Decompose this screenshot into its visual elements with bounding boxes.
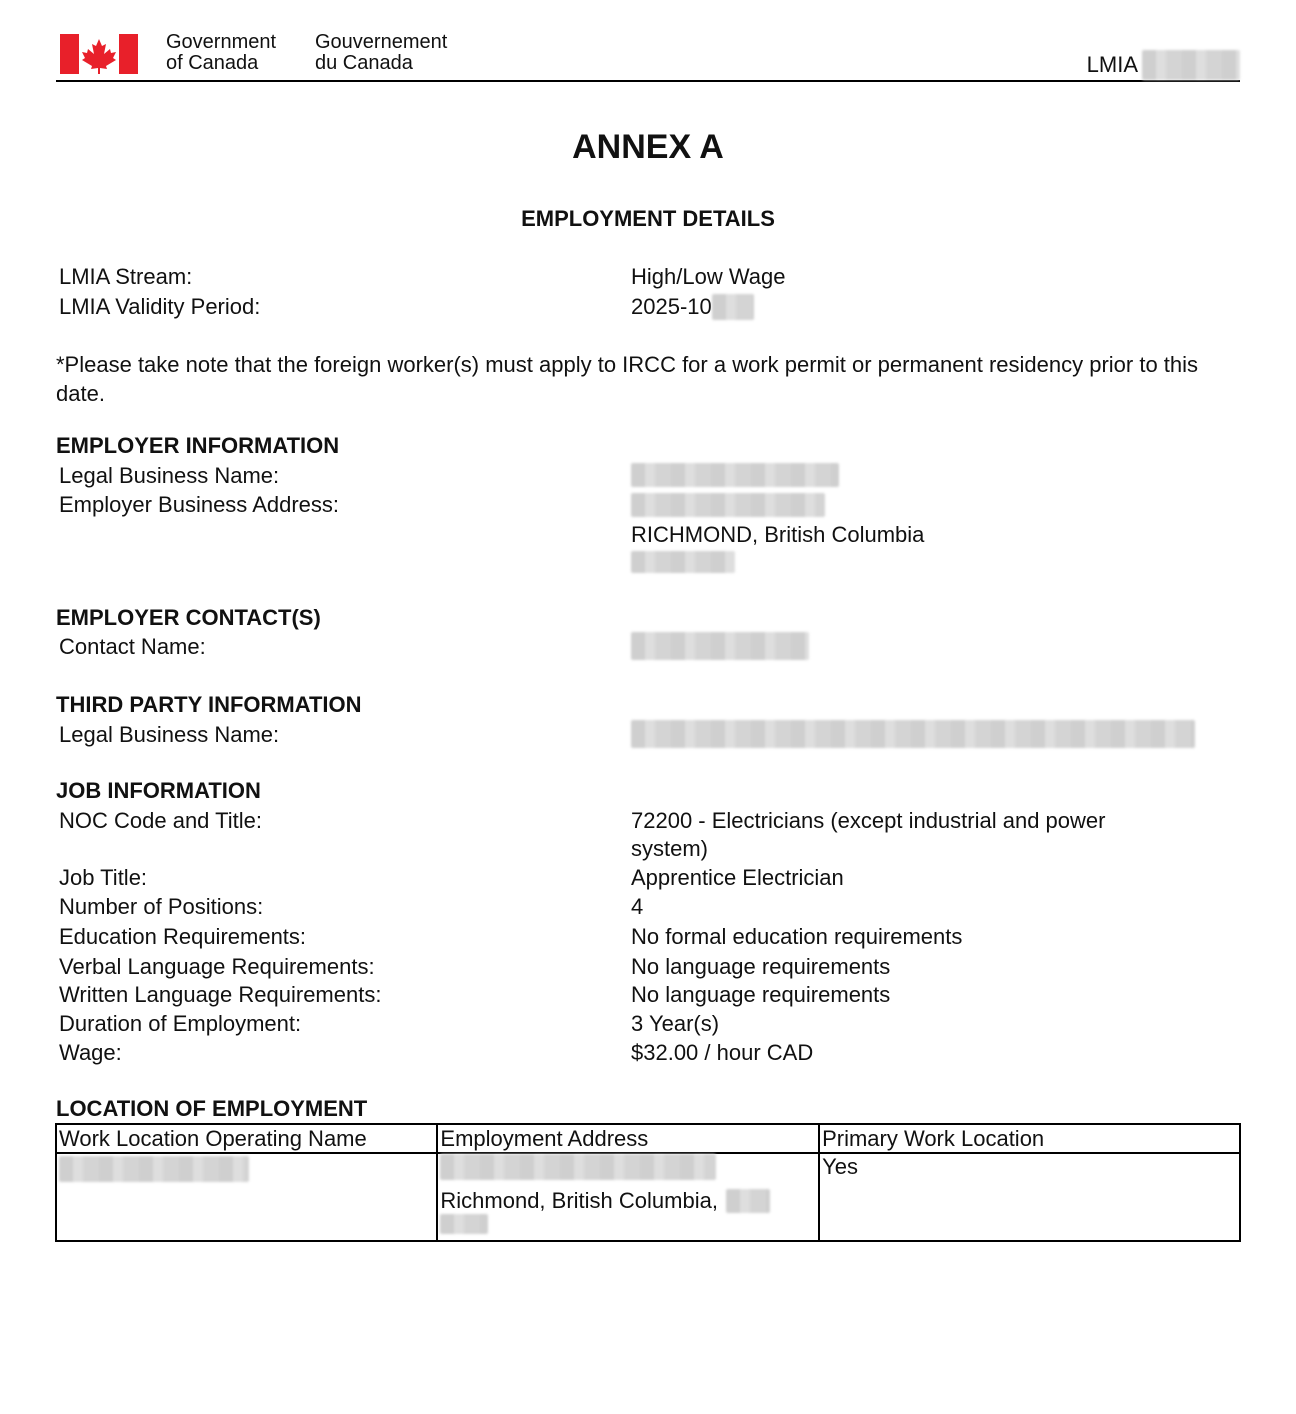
government-wordmark-fr (315, 32, 447, 74)
employer-postal-code (631, 551, 735, 579)
duration-label: Duration of Employment: (59, 1011, 302, 1036)
employer-address-line1 (631, 493, 825, 523)
wage-label: Wage: (59, 1040, 122, 1065)
redacted-work-postal-part2 (440, 1214, 488, 1234)
positions-label: Number of Positions: (59, 894, 264, 919)
work-permit-note: *Please take note that the foreign worker(s) must apply to IRCC for a work permit or permanent residency prior to this date. (56, 352, 1199, 406)
lmia-reference (1087, 50, 1240, 80)
gov-en-line1: Government (166, 31, 277, 53)
location-table (55, 1123, 1241, 1242)
government-wordmark-en (166, 32, 276, 74)
employer-legal-name-label: Legal Business Name: (59, 463, 280, 488)
education-label: Education Requirements: (59, 924, 307, 949)
validity-date: 2025-10 (631, 294, 712, 319)
job-title-value: Apprentice Electrician (631, 865, 844, 890)
lmia-validity-label: LMIA Validity Period: (59, 294, 261, 319)
contact-name-label: Contact Name: (59, 634, 206, 659)
redacted-work-postal-part1 (726, 1189, 770, 1213)
section-title-employment-details: EMPLOYMENT DETAILS (521, 206, 775, 231)
redacted-lmia-number (1142, 50, 1240, 80)
table-row (56, 1153, 1240, 1241)
gov-fr-line1: Gouvernement (315, 31, 448, 53)
redacted-date (712, 294, 754, 320)
employer-address-label: Employer Business Address: (59, 492, 340, 517)
redacted-street-address (631, 493, 825, 517)
positions-value: 4 (631, 894, 644, 919)
wage-value: $32.00 / hour CAD (631, 1040, 814, 1065)
noc-value-line1: 72200 - Electricians (except industrial and power (631, 808, 1106, 833)
employer-info-heading: EMPLOYER INFORMATION (56, 433, 340, 458)
verbal-language-value: No language requirements (631, 954, 891, 979)
third-party-legal-name-value (631, 720, 1195, 754)
cell-primary-work-location: Yes (819, 1153, 1240, 1241)
column-header-primary-work-location: Primary Work Location (819, 1124, 1240, 1153)
third-party-legal-name-label: Legal Business Name: (59, 722, 280, 747)
redacted-postal-code (631, 551, 735, 573)
gov-fr-line2: du Canada (315, 52, 413, 74)
verbal-language-label: Verbal Language Requirements: (59, 954, 375, 979)
job-info-heading: JOB INFORMATION (56, 778, 261, 803)
canada-flag-icon (60, 34, 138, 74)
location-table-header-row (56, 1124, 1240, 1153)
written-language-value: No language requirements (631, 982, 891, 1007)
column-header-operating-name: Work Location Operating Name (56, 1124, 437, 1153)
lmia-stream-value: High/Low Wage (631, 264, 786, 289)
employer-legal-name-value (631, 463, 839, 493)
job-title-label: Job Title: (59, 865, 148, 890)
employer-city-province: RICHMOND, British Columbia (631, 522, 925, 547)
contact-name-value (631, 632, 809, 666)
redacted-employer-name (631, 463, 839, 487)
gov-en-line2: of Canada (166, 52, 259, 74)
lmia-prefix: LMIA (1086, 52, 1138, 77)
lmia-stream-label: LMIA Stream: (59, 264, 193, 289)
noc-label: NOC Code and Title: (59, 808, 262, 833)
third-party-heading: THIRD PARTY INFORMATION (56, 692, 362, 717)
page-title: ANNEX A (572, 128, 724, 166)
location-heading: LOCATION OF EMPLOYMENT (56, 1096, 368, 1121)
work-city-line (440, 1188, 816, 1214)
cell-employment-address (437, 1153, 819, 1241)
work-city-province: Richmond, British Columbia, (440, 1188, 718, 1213)
employer-contact-heading: EMPLOYER CONTACT(S) (56, 605, 321, 630)
cell-operating-name (56, 1153, 437, 1241)
document-header (56, 30, 1240, 82)
redacted-operating-name (59, 1156, 249, 1182)
education-value: No formal education requirements (631, 924, 963, 949)
column-header-employment-address: Employment Address (437, 1124, 819, 1153)
duration-value: 3 Year(s) (631, 1011, 720, 1036)
lmia-validity-value (631, 294, 754, 320)
noc-value-line2: system) (631, 836, 708, 861)
redacted-third-party-name (631, 720, 1195, 748)
redacted-work-street-address (440, 1154, 716, 1180)
redacted-contact-name (631, 632, 809, 660)
written-language-label: Written Language Requirements: (59, 982, 382, 1007)
